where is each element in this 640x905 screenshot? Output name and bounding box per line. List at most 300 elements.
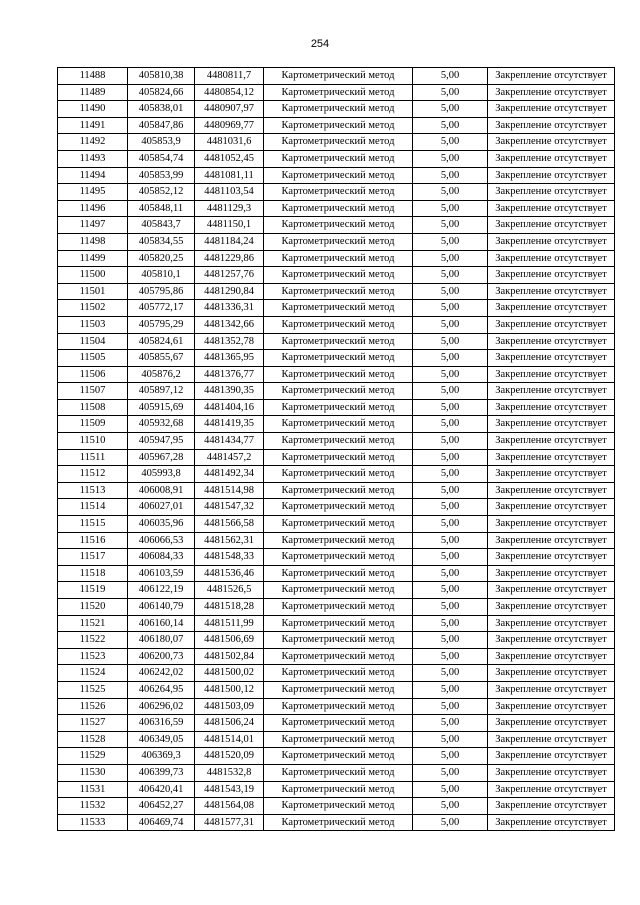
method-cell: Картометрический метод — [264, 582, 413, 599]
point-number-cell: 11492 — [58, 134, 128, 151]
coordinate-x-cell: 406264,95 — [128, 681, 195, 698]
point-number-cell: 11495 — [58, 184, 128, 201]
description-cell: Закрепление отсутствует — [488, 316, 615, 333]
table-row — [58, 399, 615, 416]
method-cell: Картометрический метод — [264, 399, 413, 416]
precision-cell: 5,00 — [413, 731, 488, 748]
description-cell: Закрепление отсутствует — [488, 681, 615, 698]
coordinate-y-cell: 4481514,98 — [195, 482, 264, 499]
point-number-cell: 11511 — [58, 449, 128, 466]
method-cell: Картометрический метод — [264, 449, 413, 466]
precision-cell: 5,00 — [413, 84, 488, 101]
description-cell: Закрепление отсутствует — [488, 184, 615, 201]
precision-cell: 5,00 — [413, 665, 488, 682]
table-row — [58, 748, 615, 765]
coordinate-y-cell: 4480969,77 — [195, 117, 264, 134]
description-cell: Закрепление отсутствует — [488, 665, 615, 682]
method-cell: Картометрический метод — [264, 715, 413, 732]
precision-cell: 5,00 — [413, 516, 488, 533]
method-cell: Картометрический метод — [264, 333, 413, 350]
coordinate-x-cell: 405852,12 — [128, 184, 195, 201]
method-cell: Картометрический метод — [264, 798, 413, 815]
coordinate-y-cell: 4481562,31 — [195, 532, 264, 549]
description-cell: Закрепление отсутствует — [488, 764, 615, 781]
description-cell: Закрепление отсутствует — [488, 615, 615, 632]
page-number: 254 — [310, 38, 330, 50]
coordinate-y-cell: 4481457,2 — [195, 449, 264, 466]
description-cell: Закрепление отсутствует — [488, 283, 615, 300]
table-row — [58, 68, 615, 85]
method-cell: Картометрический метод — [264, 350, 413, 367]
method-cell: Картометрический метод — [264, 731, 413, 748]
coordinate-y-cell: 4481434,77 — [195, 433, 264, 450]
method-cell: Картометрический метод — [264, 781, 413, 798]
table-row — [58, 698, 615, 715]
description-cell: Закрепление отсутствует — [488, 134, 615, 151]
table-row — [58, 798, 615, 815]
description-cell: Закрепление отсутствует — [488, 449, 615, 466]
table-row — [58, 466, 615, 483]
coordinate-x-cell: 405855,67 — [128, 350, 195, 367]
method-cell: Картометрический метод — [264, 167, 413, 184]
point-number-cell: 11498 — [58, 233, 128, 250]
description-cell: Закрепление отсутствует — [488, 482, 615, 499]
table-row — [58, 250, 615, 267]
coordinate-y-cell: 4481257,76 — [195, 267, 264, 284]
method-cell: Картометрический метод — [264, 383, 413, 400]
precision-cell: 5,00 — [413, 267, 488, 284]
table-row — [58, 516, 615, 533]
description-cell: Закрепление отсутствует — [488, 233, 615, 250]
table-row — [58, 582, 615, 599]
method-cell: Картометрический метод — [264, 648, 413, 665]
coordinate-x-cell: 406399,73 — [128, 764, 195, 781]
precision-cell: 5,00 — [413, 482, 488, 499]
coordinate-x-cell: 406160,14 — [128, 615, 195, 632]
method-cell: Картометрический метод — [264, 68, 413, 85]
coordinate-y-cell: 4481526,5 — [195, 582, 264, 599]
table-row — [58, 233, 615, 250]
coordinate-x-cell: 405853,9 — [128, 134, 195, 151]
coordinate-y-cell: 4481081,11 — [195, 167, 264, 184]
method-cell: Картометрический метод — [264, 599, 413, 616]
table-row — [58, 482, 615, 499]
coordinate-x-cell: 405795,29 — [128, 316, 195, 333]
point-number-cell: 11515 — [58, 516, 128, 533]
coordinate-x-cell: 405932,68 — [128, 416, 195, 433]
description-cell: Закрепление отсутствует — [488, 648, 615, 665]
coordinate-y-cell: 4481419,35 — [195, 416, 264, 433]
precision-cell: 5,00 — [413, 798, 488, 815]
coordinate-x-cell: 405876,2 — [128, 366, 195, 383]
method-cell: Картометрический метод — [264, 316, 413, 333]
coordinate-x-cell: 406242,02 — [128, 665, 195, 682]
description-cell: Закрепление отсутствует — [488, 632, 615, 649]
coordinate-y-cell: 4481506,24 — [195, 715, 264, 732]
point-number-cell: 11499 — [58, 250, 128, 267]
table-row — [58, 416, 615, 433]
description-cell: Закрепление отсутствует — [488, 715, 615, 732]
precision-cell: 5,00 — [413, 200, 488, 217]
coordinate-x-cell: 405843,7 — [128, 217, 195, 234]
coordinate-x-cell: 405820,25 — [128, 250, 195, 267]
precision-cell: 5,00 — [413, 715, 488, 732]
coordinate-y-cell: 4481518,28 — [195, 599, 264, 616]
coordinate-x-cell: 405854,74 — [128, 150, 195, 167]
table-body — [58, 68, 615, 831]
method-cell: Картометрический метод — [264, 532, 413, 549]
precision-cell: 5,00 — [413, 565, 488, 582]
table-row — [58, 117, 615, 134]
precision-cell: 5,00 — [413, 383, 488, 400]
method-cell: Картометрический метод — [264, 366, 413, 383]
coordinate-x-cell: 406369,3 — [128, 748, 195, 765]
method-cell: Картометрический метод — [264, 150, 413, 167]
method-cell: Картометрический метод — [264, 748, 413, 765]
point-number-cell: 11502 — [58, 300, 128, 317]
coordinate-y-cell: 4481577,31 — [195, 814, 264, 831]
table-row — [58, 449, 615, 466]
method-cell: Картометрический метод — [264, 300, 413, 317]
point-number-cell: 11501 — [58, 283, 128, 300]
point-number-cell: 11531 — [58, 781, 128, 798]
method-cell: Картометрический метод — [264, 814, 413, 831]
coordinate-x-cell: 405993,8 — [128, 466, 195, 483]
description-cell: Закрепление отсутствует — [488, 433, 615, 450]
table-row — [58, 184, 615, 201]
table-row — [58, 267, 615, 284]
precision-cell: 5,00 — [413, 233, 488, 250]
coordinate-x-cell: 405834,55 — [128, 233, 195, 250]
precision-cell: 5,00 — [413, 499, 488, 516]
coordinate-y-cell: 4481150,1 — [195, 217, 264, 234]
precision-cell: 5,00 — [413, 582, 488, 599]
precision-cell: 5,00 — [413, 150, 488, 167]
coordinate-x-cell: 405838,01 — [128, 101, 195, 118]
method-cell: Картометрический метод — [264, 499, 413, 516]
table-row — [58, 200, 615, 217]
table-row — [58, 814, 615, 831]
point-number-cell: 11489 — [58, 84, 128, 101]
coordinate-y-cell: 4481184,24 — [195, 233, 264, 250]
point-number-cell: 11520 — [58, 599, 128, 616]
point-number-cell: 11522 — [58, 632, 128, 649]
method-cell: Картометрический метод — [264, 565, 413, 582]
table-row — [58, 731, 615, 748]
coordinate-y-cell: 4481547,32 — [195, 499, 264, 516]
table-row — [58, 665, 615, 682]
point-number-cell: 11518 — [58, 565, 128, 582]
coordinate-x-cell: 406296,02 — [128, 698, 195, 715]
point-number-cell: 11508 — [58, 399, 128, 416]
method-cell: Картометрический метод — [264, 416, 413, 433]
coordinate-y-cell: 4481390,35 — [195, 383, 264, 400]
point-number-cell: 11517 — [58, 549, 128, 566]
description-cell: Закрепление отсутствует — [488, 582, 615, 599]
coordinate-x-cell: 405853,99 — [128, 167, 195, 184]
description-cell: Закрепление отсутствует — [488, 383, 615, 400]
coordinate-y-cell: 4481229,86 — [195, 250, 264, 267]
point-number-cell: 11519 — [58, 582, 128, 599]
point-number-cell: 11509 — [58, 416, 128, 433]
precision-cell: 5,00 — [413, 781, 488, 798]
table-row — [58, 333, 615, 350]
coordinate-y-cell: 4481290,84 — [195, 283, 264, 300]
point-number-cell: 11503 — [58, 316, 128, 333]
coordinate-y-cell: 4481052,45 — [195, 150, 264, 167]
precision-cell: 5,00 — [413, 698, 488, 715]
precision-cell: 5,00 — [413, 101, 488, 118]
coordinate-y-cell: 4481506,69 — [195, 632, 264, 649]
precision-cell: 5,00 — [413, 748, 488, 765]
coordinate-x-cell: 406180,07 — [128, 632, 195, 649]
table-row — [58, 632, 615, 649]
precision-cell: 5,00 — [413, 648, 488, 665]
coordinate-y-cell: 4481500,02 — [195, 665, 264, 682]
method-cell: Картометрический метод — [264, 233, 413, 250]
coordinate-y-cell: 4480907,97 — [195, 101, 264, 118]
precision-cell: 5,00 — [413, 333, 488, 350]
precision-cell: 5,00 — [413, 300, 488, 317]
method-cell: Картометрический метод — [264, 267, 413, 284]
coordinate-x-cell: 406084,33 — [128, 549, 195, 566]
point-number-cell: 11526 — [58, 698, 128, 715]
precision-cell: 5,00 — [413, 350, 488, 367]
point-number-cell: 11512 — [58, 466, 128, 483]
table-row — [58, 599, 615, 616]
precision-cell: 5,00 — [413, 117, 488, 134]
coordinate-x-cell: 406349,05 — [128, 731, 195, 748]
coordinate-y-cell: 4480811,7 — [195, 68, 264, 85]
coordinate-x-cell: 406027,01 — [128, 499, 195, 516]
description-cell: Закрепление отсутствует — [488, 466, 615, 483]
table-row — [58, 499, 615, 516]
table-row — [58, 781, 615, 798]
coordinate-y-cell: 4481566,58 — [195, 516, 264, 533]
description-cell: Закрепление отсутствует — [488, 499, 615, 516]
point-number-cell: 11523 — [58, 648, 128, 665]
coordinate-x-cell: 405847,86 — [128, 117, 195, 134]
precision-cell: 5,00 — [413, 532, 488, 549]
table-row — [58, 316, 615, 333]
method-cell: Картометрический метод — [264, 200, 413, 217]
precision-cell: 5,00 — [413, 549, 488, 566]
coordinate-y-cell: 4481031,6 — [195, 134, 264, 151]
coordinate-y-cell: 4481404,16 — [195, 399, 264, 416]
method-cell: Картометрический метод — [264, 665, 413, 682]
description-cell: Закрепление отсутствует — [488, 516, 615, 533]
coordinate-y-cell: 4481365,95 — [195, 350, 264, 367]
table-row — [58, 383, 615, 400]
coordinate-x-cell: 405915,69 — [128, 399, 195, 416]
description-cell: Закрепление отсутствует — [488, 150, 615, 167]
table-row — [58, 648, 615, 665]
precision-cell: 5,00 — [413, 681, 488, 698]
method-cell: Картометрический метод — [264, 764, 413, 781]
coordinate-x-cell: 405848,11 — [128, 200, 195, 217]
point-number-cell: 11507 — [58, 383, 128, 400]
method-cell: Картометрический метод — [264, 632, 413, 649]
table-row — [58, 366, 615, 383]
point-number-cell: 11506 — [58, 366, 128, 383]
method-cell: Картометрический метод — [264, 134, 413, 151]
description-cell: Закрепление отсутствует — [488, 366, 615, 383]
point-number-cell: 11493 — [58, 150, 128, 167]
precision-cell: 5,00 — [413, 814, 488, 831]
coordinate-y-cell: 4481129,3 — [195, 200, 264, 217]
description-cell: Закрепление отсутствует — [488, 781, 615, 798]
coordinate-x-cell: 405795,86 — [128, 283, 195, 300]
coordinate-x-cell: 406200,73 — [128, 648, 195, 665]
precision-cell: 5,00 — [413, 316, 488, 333]
point-number-cell: 11497 — [58, 217, 128, 234]
method-cell: Картометрический метод — [264, 482, 413, 499]
coordinate-x-cell: 405967,28 — [128, 449, 195, 466]
description-cell: Закрепление отсутствует — [488, 200, 615, 217]
coordinate-y-cell: 4481536,46 — [195, 565, 264, 582]
precision-cell: 5,00 — [413, 366, 488, 383]
coordinate-y-cell: 4481352,78 — [195, 333, 264, 350]
point-number-cell: 11505 — [58, 350, 128, 367]
coordinate-y-cell: 4481376,77 — [195, 366, 264, 383]
table-row — [58, 134, 615, 151]
coordinate-x-cell: 405824,61 — [128, 333, 195, 350]
method-cell: Картометрический метод — [264, 84, 413, 101]
precision-cell: 5,00 — [413, 433, 488, 450]
coordinate-y-cell: 4481492,34 — [195, 466, 264, 483]
point-number-cell: 11514 — [58, 499, 128, 516]
description-cell: Закрепление отсутствует — [488, 532, 615, 549]
point-number-cell: 11521 — [58, 615, 128, 632]
coordinate-x-cell: 405772,17 — [128, 300, 195, 317]
description-cell: Закрепление отсутствует — [488, 167, 615, 184]
method-cell: Картометрический метод — [264, 217, 413, 234]
table-row — [58, 101, 615, 118]
table-row — [58, 764, 615, 781]
precision-cell: 5,00 — [413, 416, 488, 433]
table-row — [58, 681, 615, 698]
coordinate-x-cell: 405947,95 — [128, 433, 195, 450]
point-number-cell: 11528 — [58, 731, 128, 748]
coordinate-x-cell: 406066,53 — [128, 532, 195, 549]
method-cell: Картометрический метод — [264, 516, 413, 533]
table-row — [58, 549, 615, 566]
point-number-cell: 11491 — [58, 117, 128, 134]
table-row — [58, 615, 615, 632]
method-cell: Картометрический метод — [264, 698, 413, 715]
precision-cell: 5,00 — [413, 283, 488, 300]
table-row — [58, 433, 615, 450]
point-number-cell: 11494 — [58, 167, 128, 184]
point-number-cell: 11496 — [58, 200, 128, 217]
coordinate-y-cell: 4481336,31 — [195, 300, 264, 317]
description-cell: Закрепление отсутствует — [488, 68, 615, 85]
point-number-cell: 11504 — [58, 333, 128, 350]
precision-cell: 5,00 — [413, 449, 488, 466]
table-row — [58, 167, 615, 184]
precision-cell: 5,00 — [413, 68, 488, 85]
method-cell: Картометрический метод — [264, 184, 413, 201]
precision-cell: 5,00 — [413, 134, 488, 151]
point-number-cell: 11532 — [58, 798, 128, 815]
point-number-cell: 11527 — [58, 715, 128, 732]
description-cell: Закрепление отсутствует — [488, 267, 615, 284]
description-cell: Закрепление отсутствует — [488, 84, 615, 101]
description-cell: Закрепление отсутствует — [488, 333, 615, 350]
method-cell: Картометрический метод — [264, 117, 413, 134]
table-row — [58, 532, 615, 549]
precision-cell: 5,00 — [413, 599, 488, 616]
description-cell: Закрепление отсутствует — [488, 814, 615, 831]
point-number-cell: 11510 — [58, 433, 128, 450]
method-cell: Картометрический метод — [264, 549, 413, 566]
coordinate-y-cell: 4481502,84 — [195, 648, 264, 665]
coordinate-y-cell: 4481564,08 — [195, 798, 264, 815]
point-number-cell: 11516 — [58, 532, 128, 549]
description-cell: Закрепление отсутствует — [488, 748, 615, 765]
method-cell: Картометрический метод — [264, 466, 413, 483]
coordinate-x-cell: 406103,59 — [128, 565, 195, 582]
description-cell: Закрепление отсутствует — [488, 416, 615, 433]
description-cell: Закрепление отсутствует — [488, 731, 615, 748]
coordinate-y-cell: 4481342,66 — [195, 316, 264, 333]
method-cell: Картометрический метод — [264, 681, 413, 698]
point-number-cell: 11524 — [58, 665, 128, 682]
method-cell: Картометрический метод — [264, 283, 413, 300]
description-cell: Закрепление отсутствует — [488, 549, 615, 566]
coordinate-y-cell: 4480854,12 — [195, 84, 264, 101]
description-cell: Закрепление отсутствует — [488, 250, 615, 267]
description-cell: Закрепление отсутствует — [488, 101, 615, 118]
coordinate-y-cell: 4481511,99 — [195, 615, 264, 632]
point-number-cell: 11490 — [58, 101, 128, 118]
point-number-cell: 11533 — [58, 814, 128, 831]
coordinate-x-cell: 406140,79 — [128, 599, 195, 616]
coordinate-x-cell: 406420,41 — [128, 781, 195, 798]
table-row — [58, 565, 615, 582]
point-number-cell: 11529 — [58, 748, 128, 765]
table-row — [58, 715, 615, 732]
coordinate-x-cell: 406469,74 — [128, 814, 195, 831]
description-cell: Закрепление отсутствует — [488, 350, 615, 367]
coordinate-y-cell: 4481520,09 — [195, 748, 264, 765]
precision-cell: 5,00 — [413, 764, 488, 781]
description-cell: Закрепление отсутствует — [488, 599, 615, 616]
coordinate-y-cell: 4481548,33 — [195, 549, 264, 566]
coordinate-x-cell: 406008,91 — [128, 482, 195, 499]
precision-cell: 5,00 — [413, 250, 488, 267]
point-number-cell: 11513 — [58, 482, 128, 499]
description-cell: Закрепление отсутствует — [488, 217, 615, 234]
method-cell: Картометрический метод — [264, 250, 413, 267]
coordinate-y-cell: 4481532,8 — [195, 764, 264, 781]
table-row — [58, 350, 615, 367]
precision-cell: 5,00 — [413, 399, 488, 416]
coordinate-x-cell: 405810,38 — [128, 68, 195, 85]
table-row — [58, 283, 615, 300]
table-row — [58, 150, 615, 167]
method-cell: Картометрический метод — [264, 615, 413, 632]
point-number-cell: 11530 — [58, 764, 128, 781]
coordinate-x-cell: 405824,66 — [128, 84, 195, 101]
coordinate-y-cell: 4481503,09 — [195, 698, 264, 715]
description-cell: Закрепление отсутствует — [488, 300, 615, 317]
coordinate-x-cell: 405897,12 — [128, 383, 195, 400]
point-number-cell: 11488 — [58, 68, 128, 85]
description-cell: Закрепление отсутствует — [488, 399, 615, 416]
coordinate-x-cell: 406316,59 — [128, 715, 195, 732]
precision-cell: 5,00 — [413, 632, 488, 649]
